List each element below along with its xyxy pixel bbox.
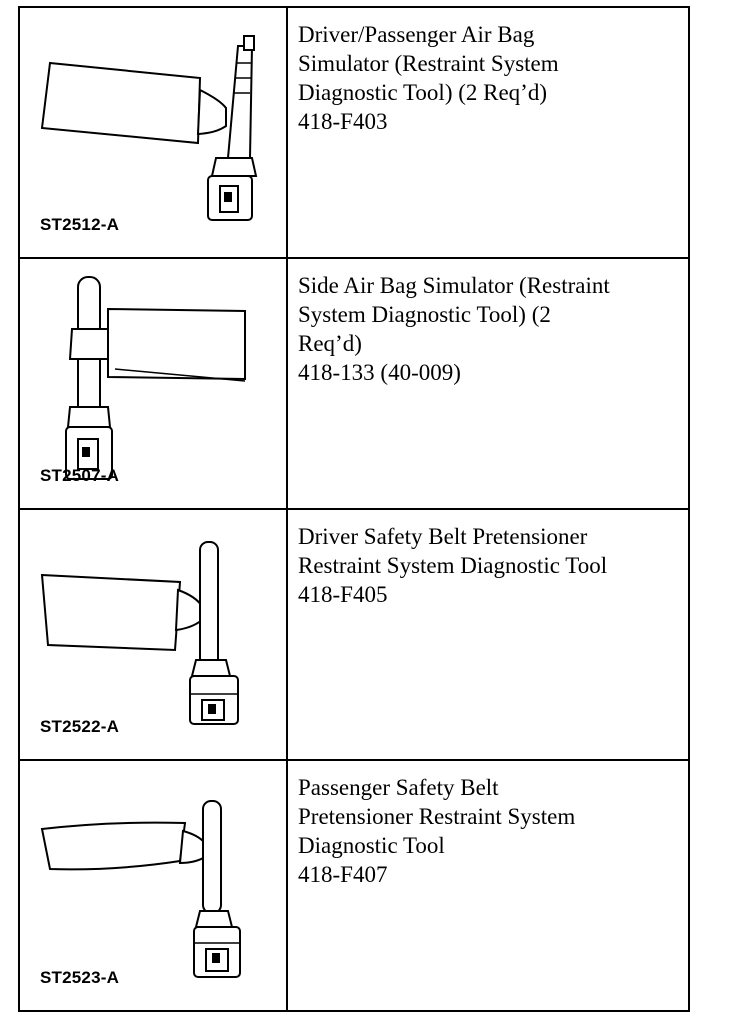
description-line: Diagnostic Tool) (2 Req’d) [298,80,548,105]
tool-illustration-cell [19,258,287,509]
description-line: Restraint System Diagnostic Tool [298,553,608,578]
tool-description [288,761,688,889]
figure-code: ST2512-A [40,215,120,234]
tool-illustration-cell [19,760,287,1011]
figure-code: ST2522-A [40,717,120,736]
special-tools-table [18,6,690,1012]
tool-description [288,8,688,136]
description-line: Diagnostic Tool [298,833,445,858]
description-line: Pretensioner Restraint System [298,804,576,829]
table-row [19,7,689,258]
tool-description-cell [287,760,689,1011]
tool-description [288,510,688,609]
tool-description-cell [287,509,689,760]
figure-code: ST2523-A [40,968,120,987]
description-line: Req’d) [298,331,362,356]
table-row [19,760,689,1011]
tool-part-number: 418-133 (40-009) [298,360,461,385]
description-line: Simulator (Restraint System [298,51,559,76]
tool-illustration-cell [19,7,287,258]
figure-code: ST2507-A [40,466,120,485]
tool-illustration-cell [19,509,287,760]
tool-part-number: 418-F405 [298,582,388,607]
description-line: Side Air Bag Simulator (Restraint [298,273,610,298]
tool-part-number: 418-F403 [298,109,388,134]
description-line: System Diagnostic Tool) (2 [298,302,551,327]
tool-description-cell [287,258,689,509]
table-row [19,258,689,509]
table-row [19,509,689,760]
description-line: Driver/Passenger Air Bag [298,22,535,47]
tool-description-cell [287,7,689,258]
tool-part-number: 418-F407 [298,862,388,887]
description-line: Passenger Safety Belt [298,775,499,800]
tool-description [288,259,688,387]
description-line: Driver Safety Belt Pretensioner [298,524,588,549]
